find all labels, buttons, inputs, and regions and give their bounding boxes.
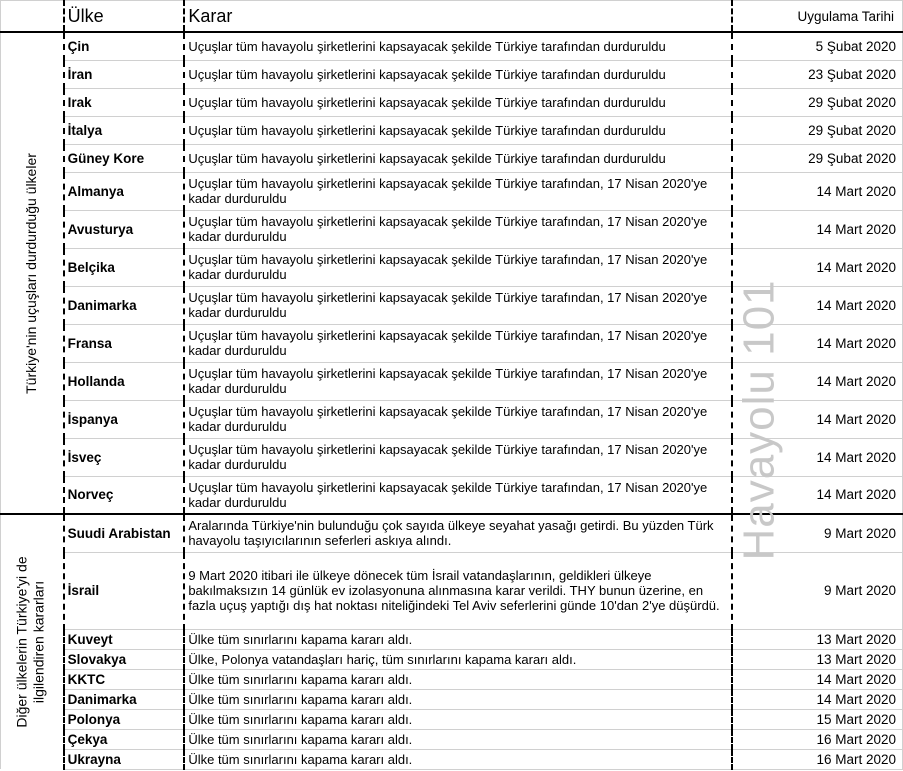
decision-cell: Uçuşlar tüm havayolu şirketlerini kapsayacak şekilde Türkiye tarafından, 17 Nisan 2020'ye kadar durduruldu xyxy=(184,438,731,476)
table-row xyxy=(1,144,903,172)
date-cell: 14 Mart 2020 xyxy=(732,248,903,286)
date-cell: 14 Mart 2020 xyxy=(732,172,903,210)
country-cell: İran xyxy=(64,60,185,88)
date-cell: 29 Şubat 2020 xyxy=(732,88,903,116)
country-cell: İsrail xyxy=(64,552,185,629)
date-cell: 5 Şubat 2020 xyxy=(732,32,903,60)
table-row xyxy=(1,286,903,324)
table-row xyxy=(1,649,903,669)
group-label-text: Türkiye'nin uçuşları durdurduğu ülkeler xyxy=(22,152,39,394)
country-cell: Çekya xyxy=(64,729,185,749)
country-cell: Suudi Arabistan xyxy=(64,514,185,552)
date-cell: 29 Şubat 2020 xyxy=(732,116,903,144)
group-label-line1: Diğer ülkelerin Türkiye'yi de xyxy=(14,555,31,728)
date-cell: 13 Mart 2020 xyxy=(732,629,903,649)
country-cell: Irak xyxy=(64,88,185,116)
date-column-header: Uygulama Tarihi xyxy=(732,1,903,33)
table-row xyxy=(1,552,903,629)
decision-cell: Uçuşlar tüm havayolu şirketlerini kapsayacak şekilde Türkiye tarafından durduruldu xyxy=(184,88,731,116)
group-label-other-countries xyxy=(0,514,62,769)
table-row xyxy=(1,689,903,709)
decision-cell: Ülke tüm sınırlarını kapama kararı aldı. xyxy=(184,669,731,689)
table-row xyxy=(1,88,903,116)
country-cell: Norveç xyxy=(64,476,185,514)
table-row xyxy=(1,729,903,749)
country-cell: İspanya xyxy=(64,400,185,438)
decision-cell: Uçuşlar tüm havayolu şirketlerini kapsayacak şekilde Türkiye tarafından, 17 Nisan 2020'ye kadar durduruldu xyxy=(184,324,731,362)
decision-cell: Ülke tüm sınırlarını kapama kararı aldı. xyxy=(184,749,731,769)
decision-column-header: Karar xyxy=(184,1,731,33)
date-cell: 15 Mart 2020 xyxy=(732,709,903,729)
date-cell: 23 Şubat 2020 xyxy=(732,60,903,88)
table-row xyxy=(1,362,903,400)
date-cell: 14 Mart 2020 xyxy=(732,324,903,362)
table-row xyxy=(1,438,903,476)
country-cell: KKTC xyxy=(64,669,185,689)
country-cell: Slovakya xyxy=(64,649,185,669)
decision-cell: Uçuşlar tüm havayolu şirketlerini kapsayacak şekilde Türkiye tarafından, 17 Nisan 2020'ye kadar durduruldu xyxy=(184,286,731,324)
country-cell: Hollanda xyxy=(64,362,185,400)
table-row xyxy=(1,324,903,362)
country-cell: İtalya xyxy=(64,116,185,144)
country-cell: Danimarka xyxy=(64,286,185,324)
decision-cell: Uçuşlar tüm havayolu şirketlerini kapsayacak şekilde Türkiye tarafından, 17 Nisan 2020'ye kadar durduruldu xyxy=(184,476,731,514)
decision-cell: Ülke tüm sınırlarını kapama kararı aldı. xyxy=(184,709,731,729)
date-cell: 14 Mart 2020 xyxy=(732,669,903,689)
decision-cell: Uçuşlar tüm havayolu şirketlerini kapsayacak şekilde Türkiye tarafından, 17 Nisan 2020'ye kadar durduruldu xyxy=(184,248,731,286)
date-cell: 9 Mart 2020 xyxy=(732,514,903,552)
date-cell: 14 Mart 2020 xyxy=(732,476,903,514)
watermark-text: Havayolu 101 xyxy=(735,279,785,561)
date-cell: 29 Şubat 2020 xyxy=(732,144,903,172)
table-row xyxy=(1,629,903,649)
group-column-header xyxy=(1,1,64,33)
table-row xyxy=(1,248,903,286)
decision-cell: 9 Mart 2020 itibari ile ülkeye dönecek tüm İsrail vatandaşlarının, geldikleri ülkeye bakılmaksızın 14 günlük ev izolasyonuna alınmasına karar verildi. THY bunun üzerine, en fazla uçuş yaptığı dış hat noktası niteliğindeki Tel Aviv seferlerini günde 10'dan 2'ye düşürdü. xyxy=(184,552,731,629)
date-cell: 13 Mart 2020 xyxy=(732,649,903,669)
country-cell: İsveç xyxy=(64,438,185,476)
decision-cell: Uçuşlar tüm havayolu şirketlerini kapsayacak şekilde Türkiye tarafından durduruldu xyxy=(184,144,731,172)
country-cell: Danimarka xyxy=(64,689,185,709)
decision-cell: Uçuşlar tüm havayolu şirketlerini kapsayacak şekilde Türkiye tarafından, 17 Nisan 2020'ye kadar durduruldu xyxy=(184,362,731,400)
header-row xyxy=(1,1,903,33)
country-cell: Çin xyxy=(64,32,185,60)
country-cell: Belçika xyxy=(64,248,185,286)
table-row xyxy=(1,60,903,88)
decision-cell: Ülke tüm sınırlarını kapama kararı aldı. xyxy=(184,729,731,749)
decision-cell: Ülke tüm sınırlarını kapama kararı aldı. xyxy=(184,629,731,649)
decision-cell: Ülke tüm sınırlarını kapama kararı aldı. xyxy=(184,689,731,709)
date-cell: 14 Mart 2020 xyxy=(732,689,903,709)
decision-cell: Uçuşlar tüm havayolu şirketlerini kapsayacak şekilde Türkiye tarafından durduruldu xyxy=(184,116,731,144)
date-cell: 14 Mart 2020 xyxy=(732,438,903,476)
country-column-header: Ülke xyxy=(64,1,185,33)
country-cell: Güney Kore xyxy=(64,144,185,172)
decision-cell: Uçuşlar tüm havayolu şirketlerini kapsayacak şekilde Türkiye tarafından, 17 Nisan 2020'ye kadar durduruldu xyxy=(184,400,731,438)
country-cell: Fransa xyxy=(64,324,185,362)
decision-cell: Uçuşlar tüm havayolu şirketlerini kapsayacak şekilde Türkiye tarafından durduruldu xyxy=(184,60,731,88)
table-row xyxy=(1,476,903,514)
date-cell: 9 Mart 2020 xyxy=(732,552,903,629)
date-cell: 14 Mart 2020 xyxy=(732,210,903,248)
table-row xyxy=(1,400,903,438)
decision-cell: Uçuşlar tüm havayolu şirketlerini kapsayacak şekilde Türkiye tarafından, 17 Nisan 2020'ye kadar durduruldu xyxy=(184,172,731,210)
group-label-line2: ilgilendiren kararları xyxy=(31,580,48,703)
country-cell: Ukrayna xyxy=(64,749,185,769)
date-cell: 14 Mart 2020 xyxy=(732,286,903,324)
date-cell: 16 Mart 2020 xyxy=(732,749,903,769)
table-row xyxy=(1,32,903,60)
date-cell: 14 Mart 2020 xyxy=(732,400,903,438)
decision-cell: Uçuşlar tüm havayolu şirketlerini kapsayacak şekilde Türkiye tarafından durduruldu xyxy=(184,32,731,60)
table-row xyxy=(1,116,903,144)
country-cell: Polonya xyxy=(64,709,185,729)
table-row xyxy=(1,514,903,552)
table-row xyxy=(1,669,903,689)
table-row xyxy=(1,172,903,210)
table-row xyxy=(1,210,903,248)
group-label-suspended-flights xyxy=(0,32,62,514)
decision-cell: Ülke, Polonya vatandaşları hariç, tüm sınırlarını kapama kararı aldı. xyxy=(184,649,731,669)
decision-cell: Uçuşlar tüm havayolu şirketlerini kapsayacak şekilde Türkiye tarafından, 17 Nisan 2020'ye kadar durduruldu xyxy=(184,210,731,248)
date-cell: 16 Mart 2020 xyxy=(732,729,903,749)
country-cell: Kuveyt xyxy=(64,629,185,649)
country-cell: Avusturya xyxy=(64,210,185,248)
group-label-text xyxy=(14,556,48,727)
country-cell: Almanya xyxy=(64,172,185,210)
decision-cell: Aralarında Türkiye'nin bulunduğu çok sayıda ülkeye seyahat yasağı getirdi. Bu yüzden Türk havayolu taşıyıcılarının seferleri askıya alındı. xyxy=(184,514,731,552)
table-row xyxy=(1,709,903,729)
date-cell: 14 Mart 2020 xyxy=(732,362,903,400)
table-row xyxy=(1,749,903,769)
